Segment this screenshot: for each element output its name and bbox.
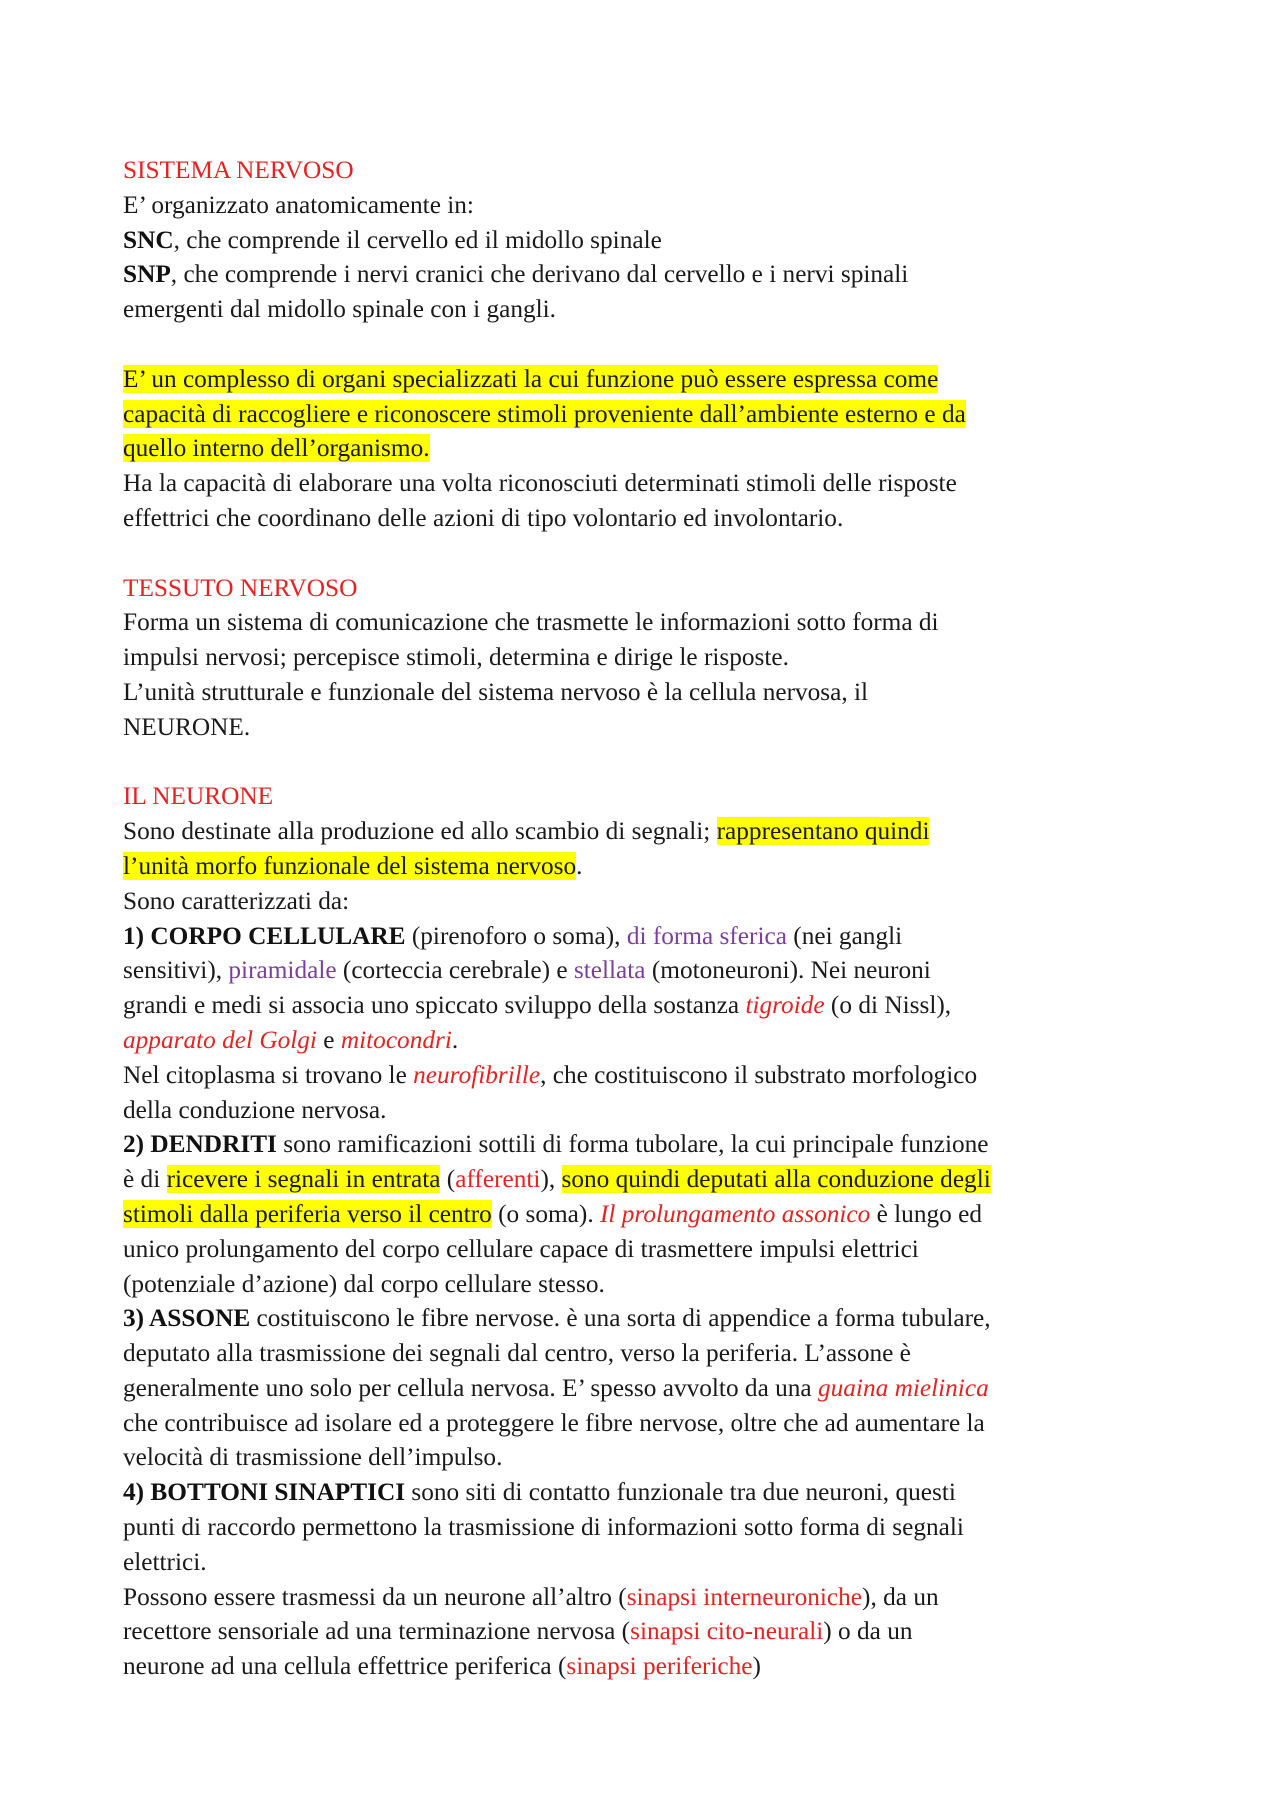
text-line: punti di raccordo permettono la trasmissione di informazioni sotto forma di segnali bbox=[123, 1513, 964, 1542]
text-span: Possono essere trasmessi da un neurone all’altro ( bbox=[123, 1582, 627, 1611]
term-stellata: stellata bbox=[573, 956, 646, 985]
text-line: E’ organizzato anatomicamente in: bbox=[123, 190, 474, 219]
text-span: ), da un bbox=[862, 1582, 939, 1611]
text-span: . bbox=[576, 851, 583, 880]
text-line: Ha la capacità di elaborare una volta riconosciuti determinati stimoli delle risposte bbox=[123, 469, 957, 498]
term-guaina-mielinica: guaina mielinica bbox=[817, 1373, 989, 1402]
text-span: ) bbox=[752, 1652, 761, 1681]
text-span: ), bbox=[540, 1165, 562, 1194]
text-span: sono siti di contatto funzionale tra due neuroni, questi bbox=[405, 1478, 956, 1507]
heading-il-neurone: IL NEURONE bbox=[123, 782, 274, 811]
text-line bbox=[123, 988, 1203, 1023]
text-line bbox=[123, 919, 1203, 954]
text-line bbox=[123, 1058, 1203, 1093]
highlight: quello interno dell’organismo. bbox=[123, 434, 430, 463]
item-assone-label: 3) ASSONE bbox=[123, 1304, 251, 1333]
text-span: , che comprende il cervello ed il midollo spinale bbox=[173, 225, 662, 254]
text-span: neurone ad una cellula effettrice periferica ( bbox=[123, 1652, 567, 1681]
text-line: NEURONE. bbox=[123, 712, 251, 741]
highlight: rappresentano quindi bbox=[716, 817, 930, 846]
text-line: velocità di trasmissione dell’impulso. bbox=[123, 1443, 503, 1472]
text-span: , che comprende i nervi cranici che derivano dal cervello e i nervi spinali bbox=[170, 260, 909, 289]
paragraph-gap bbox=[123, 745, 1203, 780]
text-line bbox=[123, 849, 1203, 884]
highlight: capacità di raccogliere e riconoscere stimoli proveniente dall’ambiente esterno e da bbox=[123, 399, 966, 428]
text-span: (o soma). bbox=[491, 1199, 600, 1228]
text-line bbox=[123, 1580, 1203, 1615]
item-corpo-cellulare-label: 1) CORPO CELLULARE bbox=[123, 921, 406, 950]
text-line bbox=[123, 1127, 1203, 1162]
highlight: stimoli dalla periferia verso il centro bbox=[123, 1199, 492, 1228]
text-span: (motoneuroni). Nei neuroni bbox=[645, 956, 931, 985]
paragraph-gap bbox=[123, 327, 1203, 362]
term-afferenti: afferenti bbox=[455, 1165, 541, 1194]
text-line: Forma un sistema di comunicazione che trasmette le informazioni sotto forma di bbox=[123, 608, 939, 637]
text-span: recettore sensoriale ad una terminazione nervosa ( bbox=[123, 1617, 631, 1646]
text-line bbox=[123, 397, 1203, 432]
text-line bbox=[123, 257, 1203, 292]
item-dendriti-label: 2) DENDRITI bbox=[123, 1130, 277, 1159]
text-line: effettrici che coordinano delle azioni di tipo volontario ed involontario. bbox=[123, 503, 844, 532]
term-prolungamento-assonico: Il prolungamento assonico bbox=[599, 1199, 871, 1228]
text-span: grandi e medi si associa uno spiccato sviluppo della sostanza bbox=[123, 991, 746, 1020]
text-line: (potenziale d’azione) dal corpo cellulare stesso. bbox=[123, 1269, 605, 1298]
item-bottoni-sinaptici-label: 4) BOTTONI SINAPTICI bbox=[123, 1478, 406, 1507]
text-line bbox=[123, 1023, 1203, 1058]
text-line bbox=[123, 1301, 1203, 1336]
heading-tessuto-nervoso: TESSUTO NERVOSO bbox=[123, 573, 358, 602]
term-sinapsi-interneuroniche: sinapsi interneuroniche bbox=[626, 1582, 863, 1611]
text-span: ( bbox=[440, 1165, 456, 1194]
text-line: L’unità strutturale e funzionale del sistema nervoso è la cellula nervosa, il bbox=[123, 677, 869, 706]
text-line: Sono caratterizzati da: bbox=[123, 886, 350, 915]
term-golgi: apparato del Golgi bbox=[123, 1025, 317, 1054]
text-line bbox=[123, 1475, 1203, 1510]
text-span: Sono destinate alla produzione ed allo scambio di segnali; bbox=[123, 817, 717, 846]
term-sinapsi-cito-neurali: sinapsi cito-neurali bbox=[630, 1617, 824, 1646]
text-span: è lungo ed bbox=[870, 1199, 982, 1228]
text-span: (o di Nissl), bbox=[824, 991, 952, 1020]
term-snp: SNP bbox=[123, 260, 171, 289]
text-line bbox=[123, 223, 1203, 258]
text-line bbox=[123, 814, 1203, 849]
text-line bbox=[123, 1197, 1203, 1232]
text-span: è di bbox=[123, 1165, 167, 1194]
text-span: , che costituiscono il substrato morfologico bbox=[540, 1060, 978, 1089]
text-line bbox=[123, 1649, 1203, 1684]
text-line: impulsi nervosi; percepisce stimoli, determina e dirige le risposte. bbox=[123, 643, 789, 672]
highlight: ricevere i segnali in entrata bbox=[166, 1165, 441, 1194]
highlight: l’unità morfo funzionale del sistema nervoso bbox=[123, 851, 577, 880]
text-line: che contribuisce ad isolare ed a proteggere le fibre nervose, oltre che ad aumentare la bbox=[123, 1408, 985, 1437]
text-span: sensitivi), bbox=[123, 956, 229, 985]
term-sinapsi-periferiche: sinapsi periferiche bbox=[566, 1652, 753, 1681]
text-span: (corteccia cerebrale) e bbox=[336, 956, 574, 985]
text-span: (pirenoforo o soma), bbox=[405, 921, 627, 950]
text-span: (nei gangli bbox=[786, 921, 903, 950]
text-line: emergenti dal midollo spinale con i gangli. bbox=[123, 295, 556, 324]
highlight: E’ un complesso di organi specializzati la cui funzione può essere espressa come bbox=[123, 364, 939, 393]
term-tigroide: tigroide bbox=[745, 991, 825, 1020]
text-line: deputato alla trasmissione dei segnali dal centro, verso la periferia. L’assone è bbox=[123, 1339, 911, 1368]
text-line: elettrici. bbox=[123, 1547, 207, 1576]
text-line bbox=[123, 1162, 1203, 1197]
text-line bbox=[123, 362, 1203, 397]
paragraph-gap bbox=[123, 536, 1203, 571]
text-line bbox=[123, 953, 1203, 988]
text-line: della conduzione nervosa. bbox=[123, 1095, 387, 1124]
text-line bbox=[123, 431, 1203, 466]
term-snc: SNC bbox=[123, 225, 174, 254]
text-span: generalmente uno solo per cellula nervosa. E’ spesso avvolto da una bbox=[123, 1373, 818, 1402]
document-page bbox=[123, 153, 1203, 1684]
text-line: unico prolungamento del corpo cellulare capace di trasmettere impulsi elettrici bbox=[123, 1234, 919, 1263]
heading-sistema-nervoso: SISTEMA NERVOSO bbox=[123, 156, 354, 184]
text-span: Nel citoplasma si trovano le bbox=[123, 1060, 414, 1089]
text-line bbox=[123, 1371, 1203, 1406]
term-sferica: di forma sferica bbox=[626, 921, 787, 950]
term-mitocondri: mitocondri bbox=[340, 1025, 452, 1054]
term-piramidale: piramidale bbox=[228, 956, 337, 985]
text-span: sono ramificazioni sottili di forma tubolare, la cui principale funzione bbox=[276, 1130, 989, 1159]
term-neurofibrille: neurofibrille bbox=[413, 1060, 541, 1089]
highlight: sono quindi deputati alla conduzione degli bbox=[561, 1165, 991, 1194]
text-span: ) o da un bbox=[823, 1617, 913, 1646]
text-span: . bbox=[451, 1025, 459, 1054]
text-span: e bbox=[316, 1025, 341, 1054]
text-span: costituiscono le fibre nervose. è una sorta di appendice a forma tubulare, bbox=[250, 1304, 991, 1333]
text-line bbox=[123, 1614, 1203, 1649]
